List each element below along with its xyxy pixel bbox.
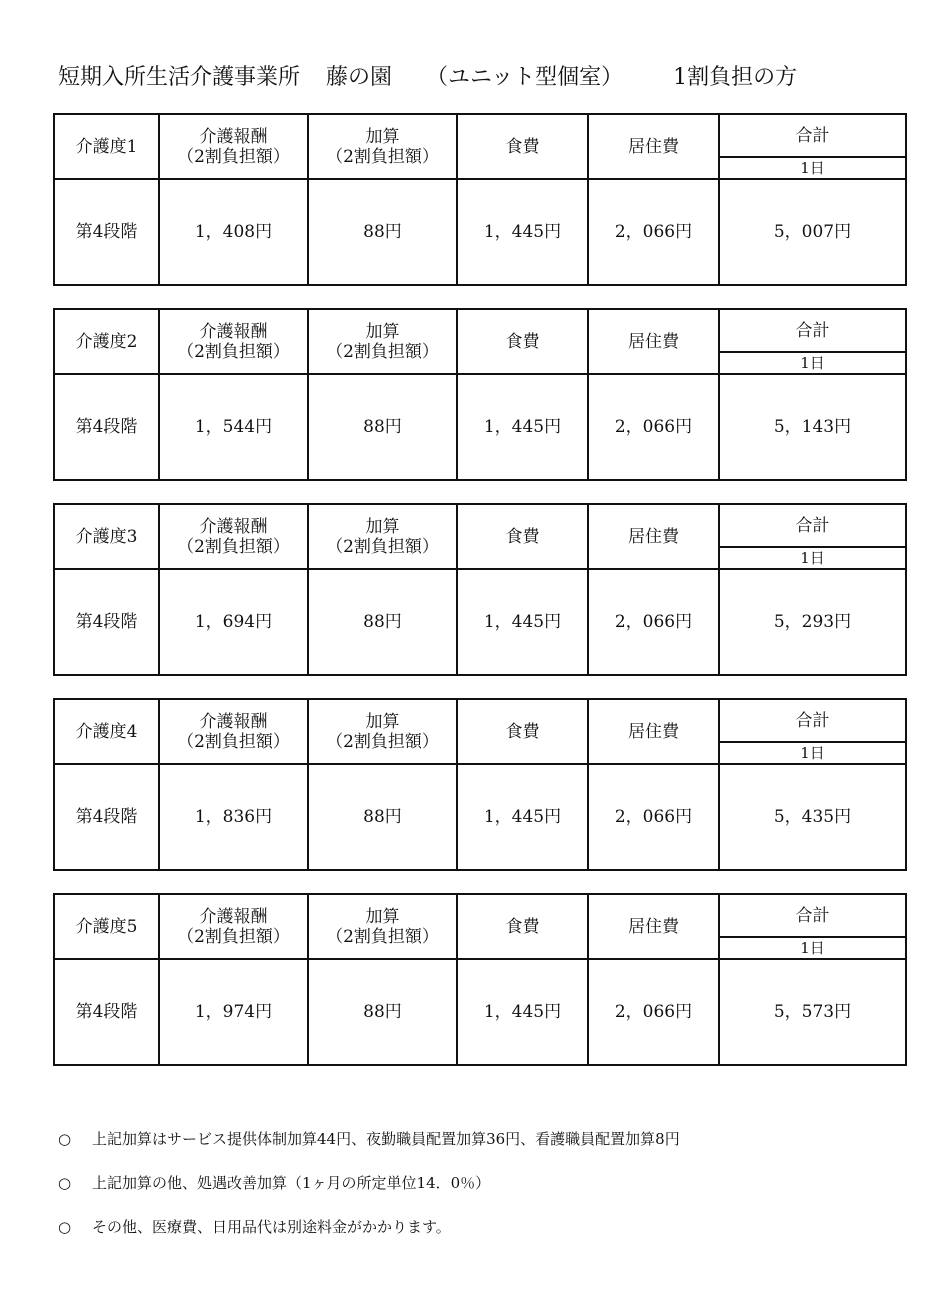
addition-header-sub: （2割負担額） <box>326 341 439 362</box>
reward-header-sub: （2割負担額） <box>177 146 290 167</box>
room-type: （ユニット型個室） <box>426 65 624 90</box>
total-header: 合計 <box>719 114 906 157</box>
table-row <box>54 179 906 285</box>
addition-header-label: 加算 <box>365 906 400 927</box>
housing-value: 2，066円 <box>588 569 719 675</box>
note-item <box>58 1172 680 1194</box>
reward-value: 1，408円 <box>159 179 308 285</box>
housing-header: 居住費 <box>588 699 719 764</box>
facility-type: 短期入所生活介護事業所 <box>58 65 301 90</box>
addition-value: 88円 <box>308 179 457 285</box>
addition-header-label: 加算 <box>365 516 400 537</box>
reward-value: 1，836円 <box>159 764 308 870</box>
housing-value: 2，066円 <box>588 764 719 870</box>
notes-section <box>58 1128 680 1260</box>
addition-value: 88円 <box>308 959 457 1065</box>
income-stage-cell: 第4段階 <box>54 959 159 1065</box>
addition-header <box>308 894 457 959</box>
page-title <box>58 62 797 94</box>
reward-header <box>159 309 308 374</box>
total-period-header: 1日 <box>719 937 906 959</box>
care-level-cell: 介護度2 <box>54 309 159 374</box>
housing-value: 2，066円 <box>588 179 719 285</box>
reward-header-label: 介護報酬 <box>199 711 268 732</box>
housing-header: 居住費 <box>588 309 719 374</box>
food-header: 食費 <box>457 114 588 179</box>
income-stage-cell: 第4段階 <box>54 179 159 285</box>
addition-header-sub: （2割負担額） <box>326 926 439 947</box>
rate-table <box>53 503 907 676</box>
reward-header <box>159 114 308 179</box>
housing-value: 2，066円 <box>588 374 719 480</box>
care-level-cell: 介護度1 <box>54 114 159 179</box>
housing-header: 居住費 <box>588 894 719 959</box>
note-text: 上記加算はサービス提供体制加算44円、夜勤職員配置加算36円、看護職員配置加算8円 <box>92 1130 680 1148</box>
food-header: 食費 <box>457 699 588 764</box>
addition-value: 88円 <box>308 764 457 870</box>
total-period-header: 1日 <box>719 547 906 569</box>
reward-header-sub: （2割負担額） <box>177 926 290 947</box>
rate-table <box>53 893 907 1066</box>
table-row <box>54 569 906 675</box>
food-header: 食費 <box>457 309 588 374</box>
reward-header-label: 介護報酬 <box>199 321 268 342</box>
total-value: 5，293円 <box>719 569 906 675</box>
income-stage-cell: 第4段階 <box>54 569 159 675</box>
total-header: 合計 <box>719 504 906 547</box>
addition-header-label: 加算 <box>365 126 400 147</box>
burden-label: 1割負担の方 <box>673 65 798 90</box>
total-value: 5，573円 <box>719 959 906 1065</box>
total-header: 合計 <box>719 699 906 742</box>
reward-header <box>159 504 308 569</box>
rate-table <box>53 308 907 481</box>
total-header: 合計 <box>719 894 906 937</box>
note-item <box>58 1128 680 1150</box>
addition-header <box>308 699 457 764</box>
housing-header: 居住費 <box>588 504 719 569</box>
reward-value: 1，974円 <box>159 959 308 1065</box>
total-value: 5，435円 <box>719 764 906 870</box>
note-text: その他、医療費、日用品代は別途料金がかかります。 <box>92 1218 451 1236</box>
housing-header: 居住費 <box>588 114 719 179</box>
food-header: 食費 <box>457 504 588 569</box>
addition-header-label: 加算 <box>365 711 400 732</box>
reward-header-label: 介護報酬 <box>199 126 268 147</box>
income-stage-cell: 第4段階 <box>54 374 159 480</box>
total-period-header: 1日 <box>719 352 906 374</box>
addition-header <box>308 309 457 374</box>
food-value: 1，445円 <box>457 764 588 870</box>
housing-value: 2，066円 <box>588 959 719 1065</box>
reward-header-sub: （2割負担額） <box>177 341 290 362</box>
reward-header-sub: （2割負担額） <box>177 536 290 557</box>
food-value: 1，445円 <box>457 959 588 1065</box>
circle-bullet-icon: ○ <box>58 1130 72 1148</box>
total-period-header: 1日 <box>719 157 906 179</box>
food-value: 1，445円 <box>457 374 588 480</box>
total-period-header: 1日 <box>719 742 906 764</box>
note-text: 上記加算の他、処遇改善加算（1ヶ月の所定単位14．0％） <box>92 1174 491 1192</box>
reward-header <box>159 699 308 764</box>
care-level-cell: 介護度5 <box>54 894 159 959</box>
care-level-cell: 介護度3 <box>54 504 159 569</box>
food-value: 1，445円 <box>457 569 588 675</box>
note-item <box>58 1216 680 1238</box>
addition-value: 88円 <box>308 374 457 480</box>
total-value: 5，143円 <box>719 374 906 480</box>
reward-header-sub: （2割負担額） <box>177 731 290 752</box>
reward-header <box>159 894 308 959</box>
addition-header-sub: （2割負担額） <box>326 731 439 752</box>
addition-value: 88円 <box>308 569 457 675</box>
reward-value: 1，694円 <box>159 569 308 675</box>
total-value: 5，007円 <box>719 179 906 285</box>
reward-header-label: 介護報酬 <box>199 906 268 927</box>
care-level-cell: 介護度4 <box>54 699 159 764</box>
total-header: 合計 <box>719 309 906 352</box>
addition-header-sub: （2割負担額） <box>326 536 439 557</box>
table-row <box>54 374 906 480</box>
income-stage-cell: 第4段階 <box>54 764 159 870</box>
addition-header-sub: （2割負担額） <box>326 146 439 167</box>
reward-value: 1，544円 <box>159 374 308 480</box>
facility-name: 藤の園 <box>326 65 393 90</box>
food-value: 1，445円 <box>457 179 588 285</box>
addition-header <box>308 504 457 569</box>
circle-bullet-icon: ○ <box>58 1174 72 1192</box>
addition-header <box>308 114 457 179</box>
circle-bullet-icon: ○ <box>58 1218 72 1236</box>
table-row <box>54 959 906 1065</box>
food-header: 食費 <box>457 894 588 959</box>
reward-header-label: 介護報酬 <box>199 516 268 537</box>
table-row <box>54 764 906 870</box>
rate-table <box>53 698 907 871</box>
rate-table <box>53 113 907 286</box>
addition-header-label: 加算 <box>365 321 400 342</box>
